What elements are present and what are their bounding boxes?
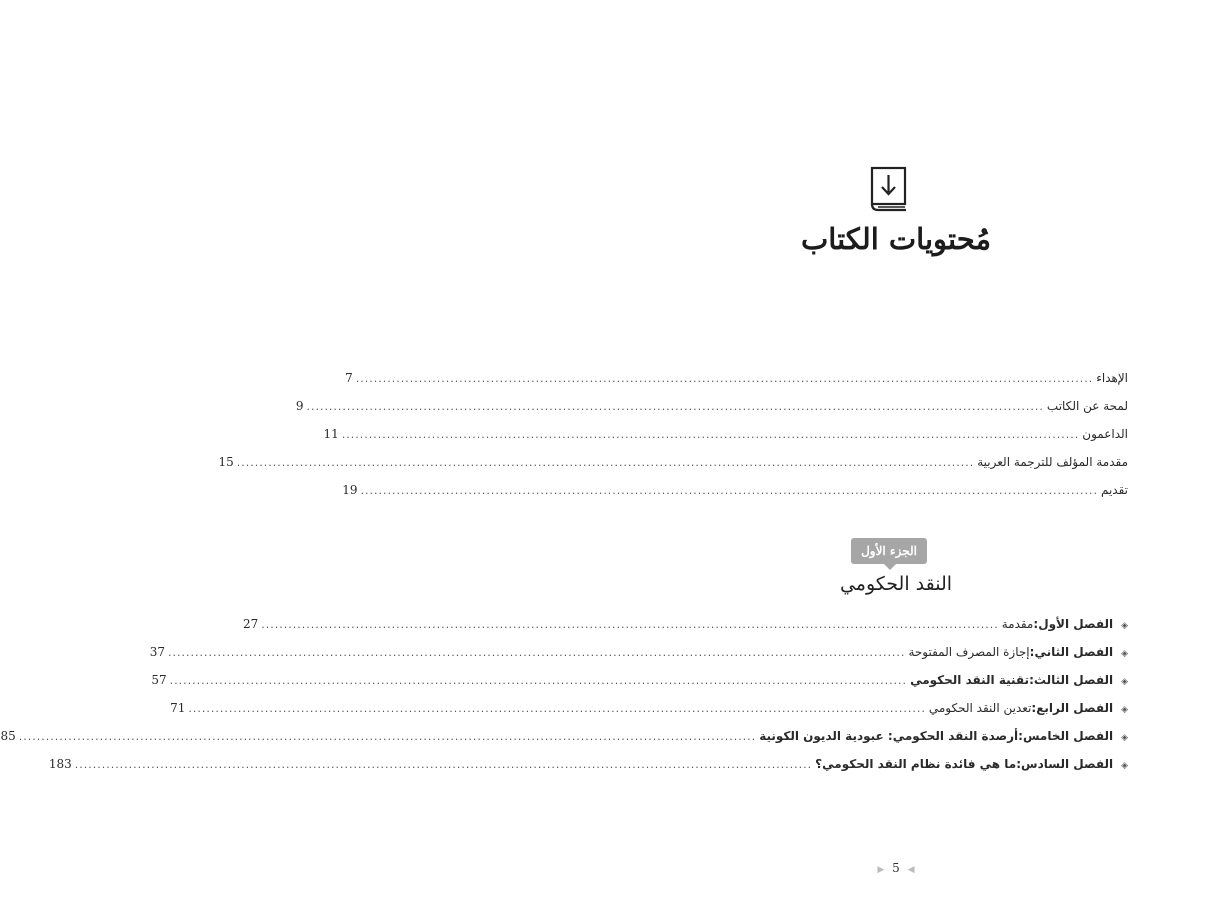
chapter-page: 57 [151,673,167,687]
chapter-title: إجازة المصرف المفتوحة [908,645,1030,659]
dot-leader: .................................................................................................................................................................... [74,758,813,771]
chapter-page: 183 [48,757,72,771]
diamond-bullet-icon: ◈ [1121,733,1128,743]
toc-entry-about-author[interactable] [295,399,1128,427]
toc-entry-title: لمحة عن الكاتب [1046,399,1128,413]
part-badge: الجزء الأول [851,538,927,564]
chapter-label: الفصل الخامس : [1018,729,1113,743]
toc-entry-title: الداعمون [1082,427,1128,441]
dot-leader: .................................................................................................................................................................... [341,428,1080,441]
toc-chapter-2[interactable] [149,645,1128,673]
chapter-title: تعدين النقد الحكومي [928,701,1032,715]
toc-entry-author-intro[interactable] [218,455,1128,483]
diamond-bullet-icon: ◈ [1121,705,1128,715]
toc-chapter-6[interactable] [48,757,1128,785]
toc-entry-supporters[interactable] [323,427,1128,455]
dot-leader: .................................................................................................................................................................... [167,646,906,659]
page-number: 5 [892,861,900,875]
chapter-title: مقدمة [1001,617,1034,631]
chapter-label: الفصل الثاني : [1030,645,1113,659]
chapter-title: تقنية النقد الحكومي [910,673,1030,687]
toc-entry-page: 11 [323,427,339,441]
book-download-icon [869,166,909,214]
dot-leader: .................................................................................................................................................................... [261,618,999,631]
toc-entry-title: مقدمة المؤلف للترجمة العربية [977,455,1128,469]
part-title: النقد الحكومي [839,573,953,595]
triangle-arrow-icon: ◀ [907,865,915,875]
toc-entry-page: 19 [342,483,358,497]
chapter-label: الفصل السادس : [1016,757,1113,771]
toc-chapter-4[interactable] [170,701,1128,729]
diamond-bullet-icon: ◈ [1121,761,1128,771]
chapter-title: أرصدة النقد الحكومي: عبودية الديون الكونية [759,729,1019,743]
chapter-list [0,617,1128,785]
front-matter-list [218,371,1128,511]
toc-entry-title: الإهداء [1096,371,1128,385]
toc-entry-page: 9 [295,399,304,413]
chapter-label: الفصل الأول : [1033,617,1113,631]
chapter-page: 71 [170,701,186,715]
dot-leader: .................................................................................................................................................................... [360,484,1098,497]
toc-chapter-1[interactable] [242,617,1128,645]
dot-leader: .................................................................................................................................................................... [306,400,1044,413]
diamond-bullet-icon: ◈ [1121,649,1128,659]
chapter-label: الفصل الثالث : [1029,673,1113,687]
toc-entry-title: تقديم [1100,483,1128,497]
chapter-title: ما هي فائدة نظام النقد الحكومي؟ [815,757,1017,771]
dot-leader: .................................................................................................................................................................... [355,372,1094,385]
page-heading: مُحتويات الكتاب [800,222,992,256]
toc-chapter-5[interactable] [0,729,1128,757]
toc-chapter-3[interactable] [151,673,1128,701]
toc-entry-dedication[interactable] [345,371,1128,399]
dot-leader: .................................................................................................................................................................... [169,674,908,687]
chapter-label: الفصل الرابع : [1031,701,1113,715]
dot-leader: .................................................................................................................................................................... [18,730,757,743]
diamond-bullet-icon: ◈ [1121,621,1128,631]
chapter-page: 37 [149,645,165,659]
chapter-page: 27 [242,617,259,631]
dot-leader: .................................................................................................................................................................... [188,702,926,715]
toc-entry-page: 15 [218,455,234,469]
triangle-arrow-icon: ▶ [877,865,885,875]
chapter-page: 85 [0,729,16,743]
page-footer [566,861,1226,875]
toc-entry-page: 7 [345,371,353,385]
toc-entry-foreword[interactable] [342,483,1128,511]
dot-leader: .................................................................................................................................................................... [236,456,975,469]
diamond-bullet-icon: ◈ [1121,677,1128,687]
